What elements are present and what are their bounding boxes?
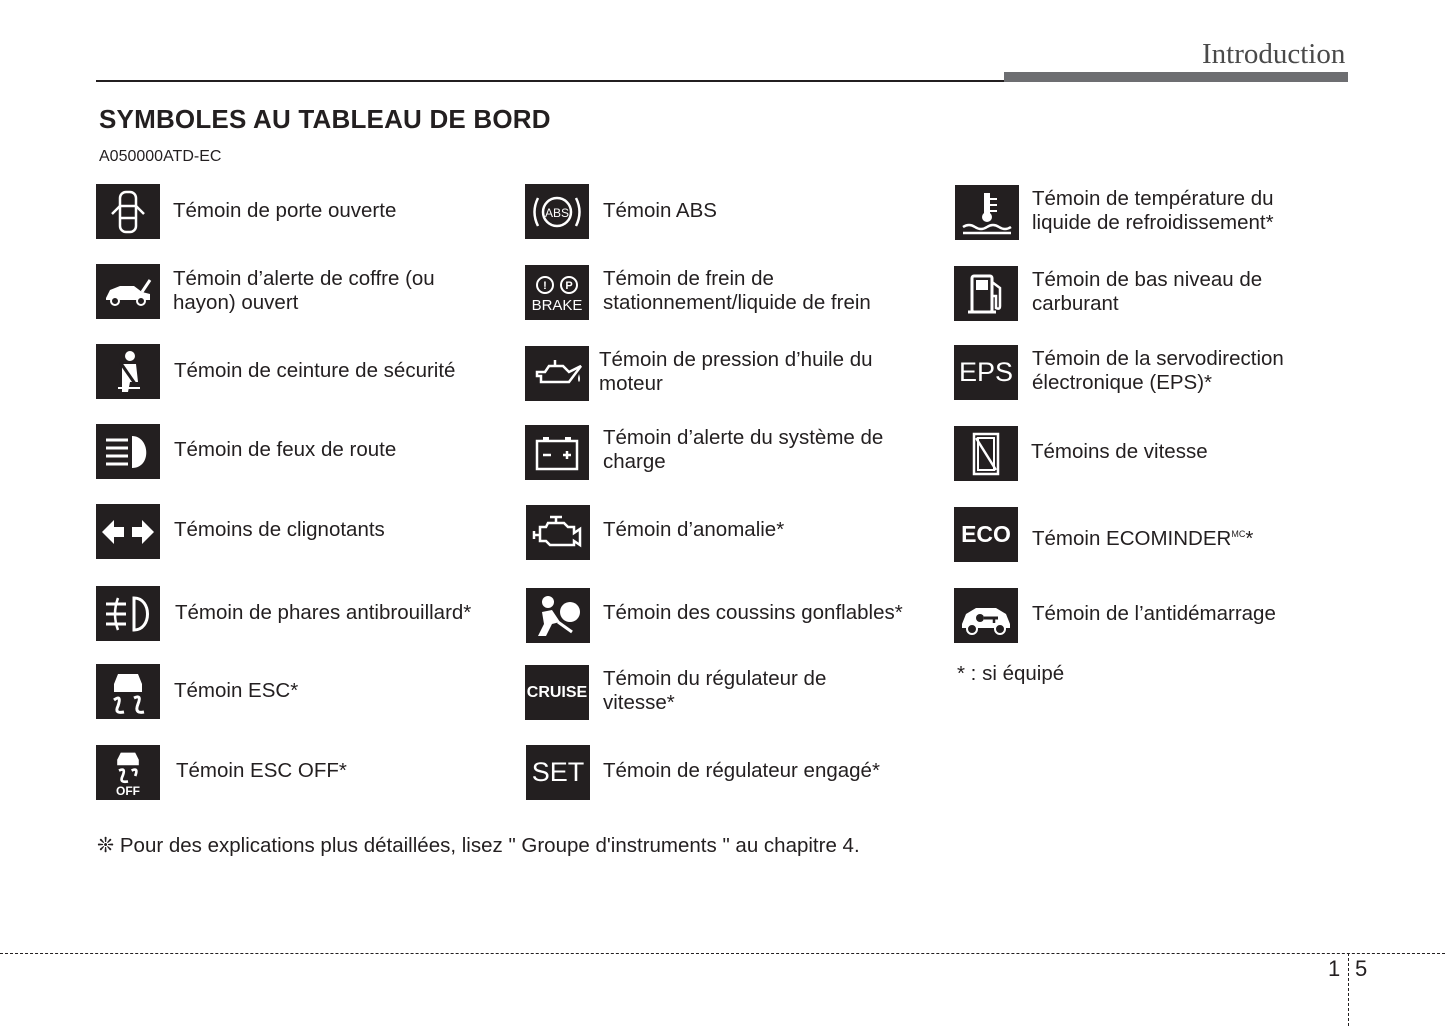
label-charge-2: charge — [603, 450, 666, 473]
airbag-icon — [526, 588, 590, 643]
label-fuel-2: carburant — [1032, 292, 1119, 315]
label-abs: Témoin ABS — [603, 199, 717, 222]
label-fuel-1: Témoin de bas niveau de — [1032, 268, 1263, 291]
page-chapter: 1 — [1328, 956, 1341, 981]
label-oil-2: moteur — [599, 372, 663, 395]
label-engine: Témoin d’anomalie* — [603, 518, 785, 541]
label-turn: Témoins de clignotants — [174, 518, 385, 541]
page-number: 5 — [1355, 956, 1368, 981]
fog-light-icon — [96, 586, 160, 641]
eco-text: ECO — [961, 521, 1011, 547]
abs-text: ABS — [544, 205, 570, 220]
coolant-temp-icon — [955, 185, 1019, 240]
label-highbeam: Témoin de feux de route — [174, 438, 397, 461]
label-eps-2: électronique (EPS)* — [1032, 371, 1213, 394]
footer-dashed-rule — [0, 953, 1445, 954]
check-engine-icon — [526, 505, 590, 560]
fuel-icon — [954, 266, 1018, 321]
door-open-icon — [96, 184, 160, 239]
label-charge-1: Témoin d’alerte du système de — [603, 426, 884, 449]
label-esc: Témoin ESC* — [174, 679, 299, 702]
label-eco-text: Témoin ECOMINDER — [1032, 526, 1232, 550]
label-eco — [1032, 522, 1253, 551]
brake-icon — [525, 265, 589, 320]
label-brake-1: Témoin de frein de — [603, 267, 774, 290]
svg-text:!: ! — [543, 280, 547, 292]
label-gear: Témoins de vitesse — [1031, 440, 1208, 463]
esc-off-icon — [96, 745, 160, 800]
cruise-icon — [525, 665, 589, 720]
eps-icon — [954, 345, 1018, 400]
header-accent-bar — [1004, 72, 1348, 82]
document-code: A050000ATD-EC — [99, 148, 222, 165]
eco-icon — [954, 507, 1018, 562]
immobilizer-icon — [954, 588, 1018, 643]
set-text: SET — [531, 757, 585, 787]
label-escoff: Témoin ESC OFF* — [176, 759, 347, 782]
trunk-open-icon — [96, 264, 160, 319]
oil-pressure-icon — [525, 346, 589, 401]
cruise-text: CRUISE — [526, 683, 588, 701]
esc-icon — [96, 664, 160, 719]
label-cruise-1: Témoin du régulateur de — [603, 667, 827, 690]
brake-text: BRAKE — [531, 297, 583, 314]
label-immo: Témoin de l’antidémarrage — [1032, 602, 1276, 625]
seatbelt-icon — [96, 344, 160, 399]
label-seatbelt: Témoin de ceinture de sécurité — [174, 359, 456, 382]
label-coolant-1: Témoin de température du — [1032, 187, 1274, 210]
label-coolant-2: liquide de refroidissement* — [1032, 211, 1274, 234]
gear-shift-icon — [954, 426, 1018, 481]
label-eps-1: Témoin de la servodirection — [1032, 347, 1284, 370]
explanation-note: ❊ Pour des explications plus détaillées, lisez " Groupe d'instruments " au chapitre 4. — [97, 834, 860, 857]
battery-icon — [525, 425, 589, 480]
section-title: Introduction — [1202, 38, 1346, 70]
label-set: Témoin de régulateur engagé* — [603, 759, 880, 782]
label-cruise-2: vitesse* — [603, 691, 675, 714]
abs-icon — [525, 184, 589, 239]
set-icon — [526, 745, 590, 800]
turn-signal-icon — [96, 504, 160, 559]
page-title: SYMBOLES AU TABLEAU DE BORD — [99, 104, 551, 134]
label-eco-suffix: * — [1245, 526, 1254, 550]
eps-text: EPS — [958, 357, 1014, 387]
label-door: Témoin de porte ouverte — [173, 199, 397, 222]
label-trunk-2: hayon) ouvert — [173, 291, 299, 314]
high-beam-icon — [96, 424, 160, 479]
esc-off-text: OFF — [116, 783, 140, 798]
footer-page-divider — [1348, 953, 1349, 1026]
label-trunk-1: Témoin d’alerte de coffre (ou — [173, 267, 435, 290]
label-fog: Témoin de phares antibrouillard* — [175, 601, 472, 624]
label-airbag: Témoin des coussins gonflables* — [603, 601, 903, 624]
label-oil-1: Témoin de pression d’huile du — [599, 348, 873, 371]
label-eco-sup: MC — [1231, 529, 1246, 539]
svg-text:P: P — [565, 280, 573, 292]
label-brake-2: stationnement/liquide de frein — [603, 291, 871, 314]
footnote: * : si équipé — [957, 662, 1065, 685]
